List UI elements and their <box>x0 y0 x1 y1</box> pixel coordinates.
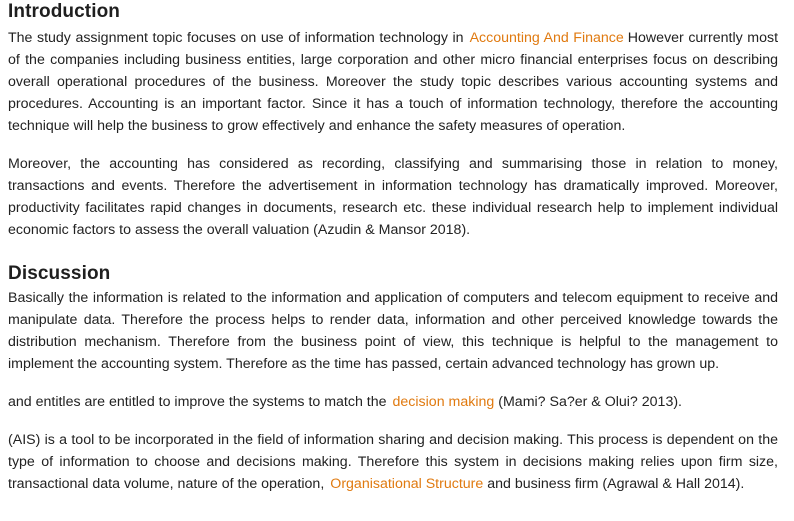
introduction-paragraph-1 <box>8 27 778 137</box>
accounting-and-finance-link[interactable]: Accounting And Finance <box>469 30 624 46</box>
disc-p3-text-after: and business firm (Agrawal & Hall 2014). <box>487 476 745 492</box>
discussion-paragraph-1: Basically the information is related to the information and application of computers and telecom equipment to receive and manipulate data. Therefore the process helps to render data, information and other perceived knowledge towards the distribution mechanism. Therefore from the business point of view, this technique is helpful to the management to implement the accounting system. Therefore as the time has passed, certain advanced technology has grown up. <box>8 290 778 372</box>
intro-p1-text-after: However currently most of the companies including business entities, large corporation and other micro financial enterprises focus on describing overall operational procedures of the business. Moreover the study topic describes various accounting systems and procedures. Accounting is an important factor. Since it has a touch of information technology, therefore the accounting technique will help the business to grow effectively and enhance the safety measures of operation. <box>8 30 779 134</box>
disc-p2-text-after: (Mami? Sa?er & Olui? 2013). <box>498 394 682 410</box>
discussion-paragraph-3 <box>8 429 778 495</box>
discussion-paragraph-2 <box>8 391 778 413</box>
decision-making-link[interactable]: decision making <box>392 394 495 410</box>
disc-p3-text-before: (AIS) is a tool to be incorporated in the field of information sharing and decision making. This process is dependent on the type of information to choose and decisions making. Therefore this system in decisions making relies upon firm size, transactional data volume, nature of the operation, <box>8 432 778 492</box>
organisational-structure-link[interactable]: Organisational Structure <box>330 476 484 492</box>
introduction-heading: Introduction <box>8 1 121 22</box>
disc-p2-text-before: and entitles are entitled to improve the systems to match the <box>8 394 387 410</box>
intro-p1-text-before: The study assignment topic focuses on use of information technology in <box>8 30 464 46</box>
discussion-heading: Discussion <box>8 263 111 284</box>
introduction-paragraph-2: Moreover, the accounting has considered as recording, classifying and summarising those in relation to money, transactions and events. Therefore the advertisement in information technology has dramatically improved. Moreover, productivity facilitates rapid changes in documents, research etc. these individual research help to implement individual economic factors to assess the overall valuation (Azudin & Mansor 2018). <box>8 156 778 238</box>
